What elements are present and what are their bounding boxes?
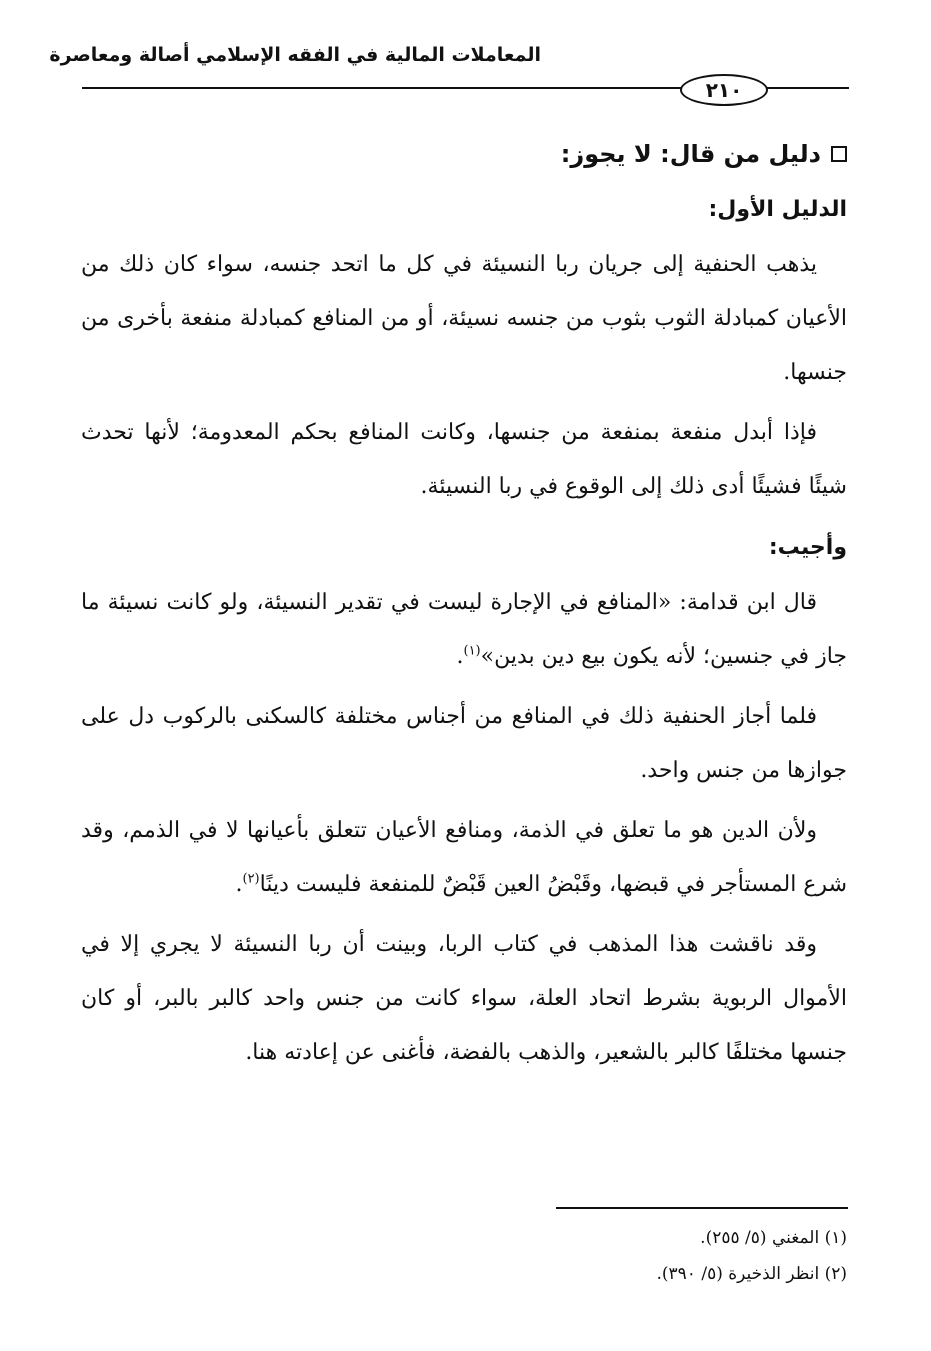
paragraph-4: فلما أجاز الحنفية ذلك في المنافع من أجناس مختلفة كالسكنى بالركوب دل على جوازها من جنس واحد.	[81, 704, 847, 783]
square-bullet-icon	[831, 146, 847, 162]
paragraph-6: وقد ناقشت هذا المذهب في كتاب الربا، وبينت أن ربا النسيئة لا يجري إلا في الأموال الربوية بشرط اتحاد العلة، سواء كانت من جنس واحد كالبر بالبر، أو كان جنسها مختلفًا كالبر بالشعير، والذهب بالفضة، فأغنى عن إعادته هنا.	[81, 932, 847, 1065]
paragraph-5	[81, 804, 847, 912]
footnotes	[81, 1220, 847, 1292]
paragraph-1: يذهب الحنفية إلى جريان ربا النسيئة في كل ما اتحد جنسه، سواء كان ذلك من الأعيان كمبادلة الثوب بثوب من جنسه نسيئة، أو من المنافع كمبادلة منفعة بأخرى من جنسها.	[81, 252, 847, 385]
main-text	[81, 126, 847, 1086]
paragraph-3-text: قال ابن قدامة: «المنافع في الإجارة ليست في تقدير النسيئة، ولو كانت نسيئة ما جاز في جنسين؛ لأنه يكون بيع دين بدين»	[81, 590, 847, 669]
answer-heading: وأجيب:	[768, 535, 847, 560]
paragraph-2: فإذا أبدل منفعة بمنفعة من جنسها، وكانت المنافع بحكم المعدومة؛ لأنها تحدث شيئًا فشيئًا أدى ذلك إلى الوقوع في ربا النسيئة.	[81, 420, 847, 499]
footnote-2: (٢) انظر الذخيرة (٥/ ٣٩٠).	[656, 1264, 847, 1284]
footnote-rule	[556, 1207, 848, 1209]
section-heading	[81, 126, 847, 182]
paragraph-3	[81, 576, 847, 684]
running-header-title: المعاملات المالية في الفقه الإسلامي أصالة ومعاصرة	[49, 44, 541, 66]
page-number: ٢١٠	[680, 74, 768, 106]
first-evidence-heading: الدليل الأول:	[708, 197, 847, 222]
footnote-ref-1[interactable]: (١)	[463, 643, 481, 659]
footnote-1: (١) المغني (٥/ ٢٥٥).	[700, 1228, 847, 1248]
paragraph-5-text: ولأن الدين هو ما تعلق في الذمة، ومنافع الأعيان تتعلق بأعيانها لا في الذمم، وقد شرع المستأجر في قبضها، وقَبْضُ العين قَبْضٌ للمنفعة فليست دينًا	[81, 818, 847, 897]
paragraph-3-end: .	[456, 644, 464, 669]
paragraph-5-end: .	[235, 872, 243, 897]
footnote-ref-2[interactable]: (٢)	[242, 871, 260, 887]
section-heading-text: دليل من قال: لا يجوز:	[560, 140, 821, 168]
